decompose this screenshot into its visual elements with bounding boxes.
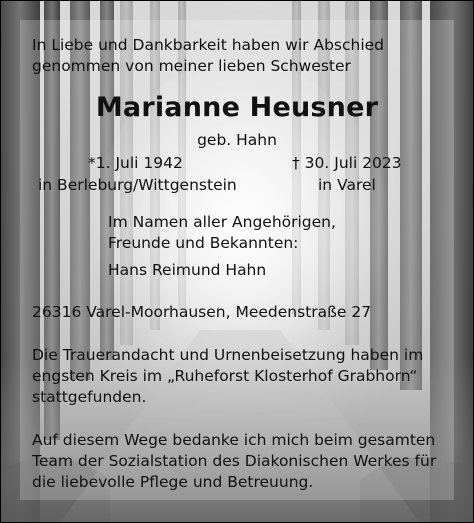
deceased-name: Marianne Heusner (95, 92, 379, 123)
birth-place: in Berleburg/Wittgenstein (38, 176, 237, 194)
birth-name: geb. Hahn (197, 131, 277, 149)
thanks-line-3: die liebevolle Pflege und Betreuung. (32, 473, 314, 491)
service-line-2: engsten Kreis im „Ruheforst Klosterhof Grabhorn“ (32, 367, 418, 385)
service-line-1: Die Trauerandacht und Urnenbeisetzung haben im (32, 346, 424, 364)
service-line-3: stattgefunden. (32, 388, 147, 406)
death-place: in Varel (318, 176, 376, 194)
intro-line-2: genommen von meiner lieben Schwester (32, 57, 351, 75)
intro-line-1: In Liebe und Dankbarkeit haben wir Abschied (32, 36, 385, 54)
thanks-line-1: Auf diesem Wege bedanke ich mich beim gesamten (32, 431, 436, 449)
signer-name: Hans Reimund Hahn (108, 261, 267, 279)
thanks-line-2: Team der Sozialstation des Diakonischen Werkes für (32, 452, 437, 470)
mourners-line-2: Freunde und Bekannten: (108, 234, 299, 252)
birth-date: *1. Juli 1942 (88, 154, 183, 172)
mourners-line-1: Im Namen aller Angehörigen, (108, 213, 336, 231)
death-date: † 30. Juli 2023 (292, 154, 402, 172)
address: 26316 Varel-Moorhausen, Meedenstraße 27 (32, 303, 372, 321)
